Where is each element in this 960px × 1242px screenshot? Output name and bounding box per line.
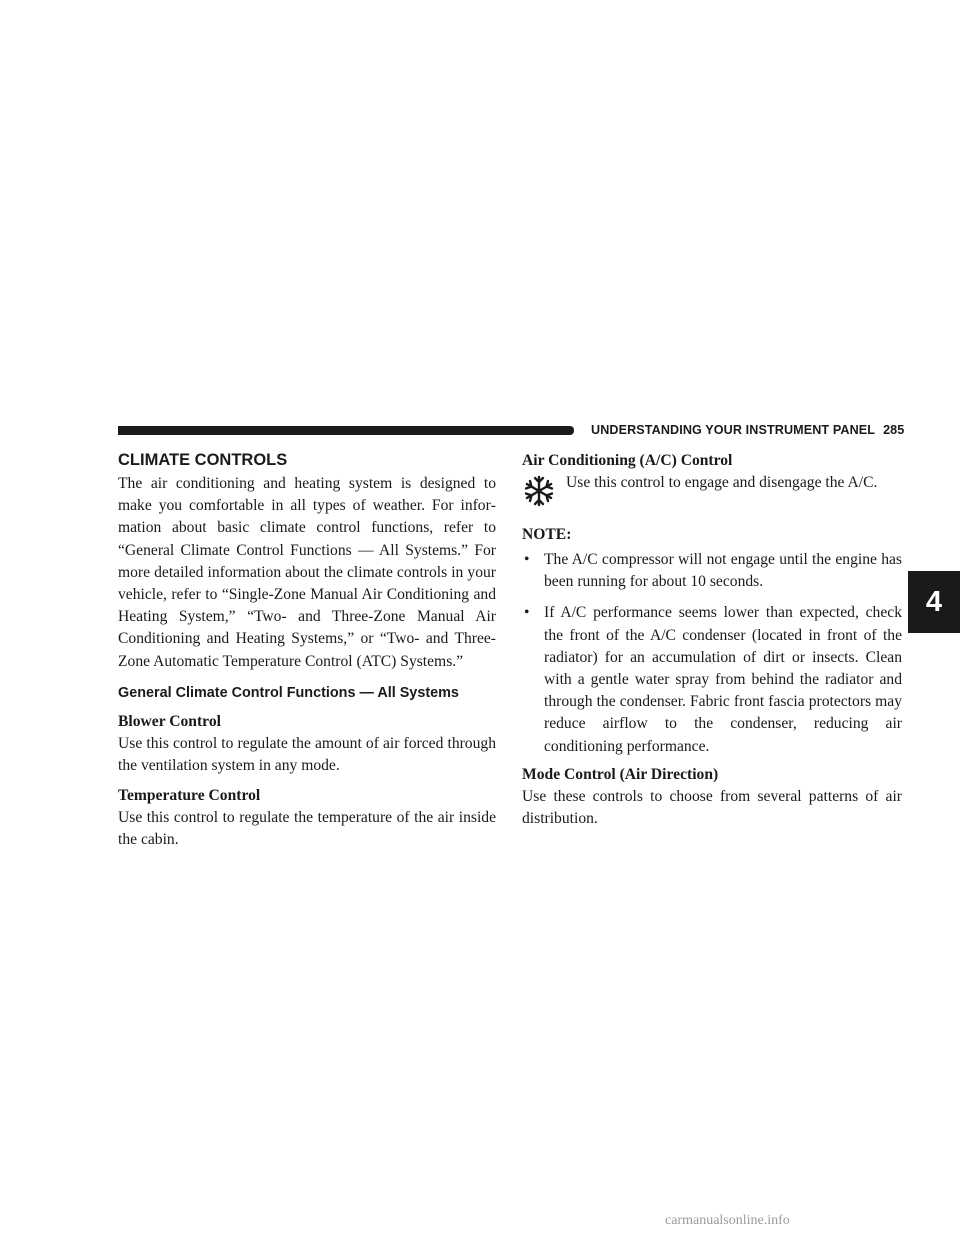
temperature-text: Use this control to regulate the temperature of the air inside the cabin. [118,809,496,849]
section-title: CLIMATE CONTROLS [118,451,288,469]
ac-row [522,472,902,516]
snowflake-icon [522,474,556,508]
note-bullet-text: If A/C performance seems lower than expected, check the front of the A/C condenser (located in front of the radiator) for an accumulation of dirt or insects. Clean with a gentle water spray from behind the radiator and through the condenser. Fabric front fascia protectors may reduce airflow to the condenser, reducing air conditioning performance. [544,604,902,755]
temperature-heading: Temperature Control [118,787,261,805]
page-number: 285 [883,423,905,437]
note-bullet [522,549,902,593]
blower-text: Use this control to regulate the amount of air forced through the ventilation system in any mode. [118,734,496,775]
watermark: carmanualsonline.info [665,1213,790,1228]
note-bullet-text: The A/C compressor will not engage until the engine has been running for about 10 seconds. [544,551,902,591]
bullet-dot: • [524,551,530,568]
mode-text: Use these controls to choose from several patterns of air distribution. [522,787,902,828]
note-label: NOTE: [522,526,572,543]
right-column [522,450,902,830]
ac-text: Use this control to engage and disengage the A/C. [566,474,878,491]
chapter-tab: 4 [908,571,960,633]
running-head [591,423,904,437]
bullet-dot: • [524,604,530,622]
header-rule [118,426,574,435]
intro-paragraph: The air conditioning and heating system is designed to make you comfortable in all types of weather. For information about basic climate control functions, refer to “General Climate Control Functions — All Systems.” For more detailed information about the climate controls in your vehicle, refer to “Single-Zone Manual Air Conditioning and Heating System,” “Two- and Three-Zone Manual Air Conditioning and Heating Systems,” or “Two- and Three-Zone Automatic Temperature Control (ATC) Systems.” [118,475,496,670]
blower-heading: Blower Control [118,712,221,730]
note-bullet [522,602,902,757]
ac-heading: Air Conditioning (A/C) Control [522,452,733,469]
left-column [118,450,496,852]
running-head-title: UNDERSTANDING YOUR INSTRUMENT PANEL [591,423,876,437]
mode-heading: Mode Control (Air Direction) [522,765,719,783]
subsection-title: General Climate Control Functions — All Systems [118,684,459,701]
